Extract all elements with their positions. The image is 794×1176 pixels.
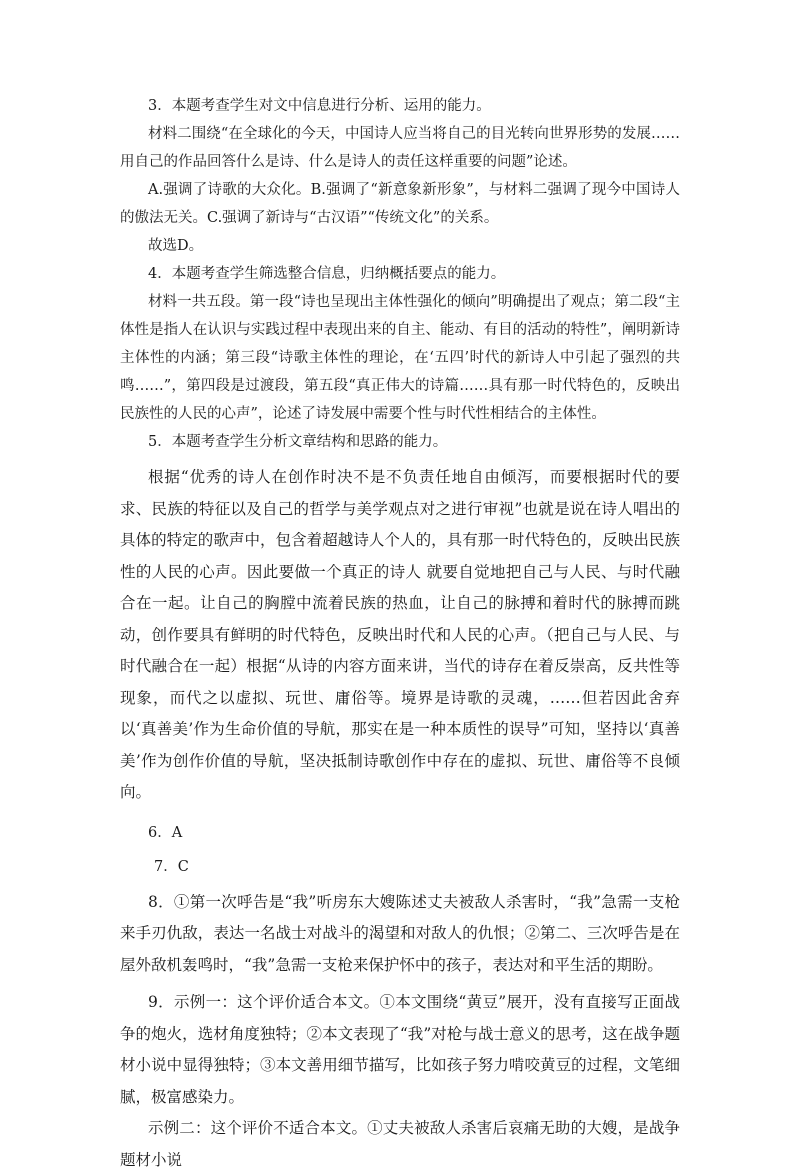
q5-analysis-block xyxy=(120,462,680,809)
q7-answer: 7．C xyxy=(120,853,680,881)
q8-answer: 8．①第一次呼告是“我”听房东大嫂陈述丈夫被敌人杀害时，“我”急需一支枪来手刃仇敌，表达一名战士对战斗的渴望和对敌人的仇恨；②第二、三次呼告是在屋外敌机轰鸣时，“我”急需一支枪来保护怀中的孩子，表达对和平生活的期盼。 xyxy=(120,887,680,982)
q9-example-one: 9．示例一：这个评价适合本文。①本文围绕“黄豆”展开，没有直接写正面战争的炮火，选材角度独特；②本文表现了“我”对枪与战士意义的思考，这在战争题材小说中显得独特；③本文善用细节描写，比如孩子努力啃咬黄豆的过程，文笔细腻，极富感染力。 xyxy=(120,987,680,1113)
q5-analysis: 根据“优秀的诗人在创作时决不是不负责任地自由倾泻，而要根据时代的要求、民族的特征以及自己的哲学与美学观点对之进行审视”也就是说在诗人唱出的具体的特定的歌声中，包含着超越诗人个人的，具有那一时代特色的，反映出民族性的人民的心声。因此要做一个真正的诗人 就要自觉地把自己与人民、与时代融合在一起。让自己的胸膛中流着民族的热血，让自己的脉搏和着时代的脉搏而跳动，创作要具有鲜明的时代特色，反映出时代和人民的心声。（把自己与人民、与时代融合在一起）根据“从诗的内容方面来讲，当代的诗存在着反崇高，反共性等现象，而代之以虚拟、玩世、庸俗等。境界是诗歌的灵魂，……但若因此舍弃以‘真善美’作为生命价值的导航，那实在是一种本质性的误导”可知，坚持以‘真善美’作为创作价值的导航，坚决抵制诗歌创作中存在的虚拟、玩世、庸俗等不良倾向。 xyxy=(120,462,680,809)
q4-analysis: 材料一共五段。第一段“诗也呈现出主体性强化的倾向”明确提出了观点；第二段“主体性是指人在认识与实践过程中表现出来的自主、能动、有目的活动的特性”，阐明新诗主体性的内涵；第三段“诗歌主体性的理论，在‘五四’时代的新诗人中引起了强烈的共鸣……”，第四段是过渡段，第五段“真正伟大的诗篇……具有那一时代特色的，反映出民族性的人民的心声”，论述了诗发展中需要个性与时代性相结合的主体性。 xyxy=(120,288,680,428)
q5-heading: 5．本题考查学生分析文章结构和思路的能力。 xyxy=(120,428,680,456)
later-answers-block xyxy=(120,887,680,1176)
q3-options-analysis: A.强调了诗歌的大众化。B.强调了“新意象新形象”，与材料二强调了现今中国诗人的傲法无关。C.强调了新诗与“古汉语”“传统文化”的关系。 xyxy=(120,176,680,232)
q4-heading: 4．本题考查学生筛选整合信息，归纳概括要点的能力。 xyxy=(120,260,680,288)
document-body xyxy=(120,92,680,1176)
q9-example-two: 示例二：这个评价不适合本文。①丈夫被敌人杀害后哀痛无助的大嫂，是战争题材小说 xyxy=(120,1113,680,1176)
q3-material-two: 材料二围绕“在全球化的今天，中国诗人应当将自己的目光转向世界形势的发展……用自己的作品回答什么是诗、什么是诗人的责任这样重要的问题”论述。 xyxy=(120,120,680,176)
q3-answer: 故选D。 xyxy=(120,232,680,260)
q6-answer: 6．A xyxy=(120,819,680,847)
q3-heading: 3．本题考查学生对文中信息进行分析、运用的能力。 xyxy=(120,92,680,120)
